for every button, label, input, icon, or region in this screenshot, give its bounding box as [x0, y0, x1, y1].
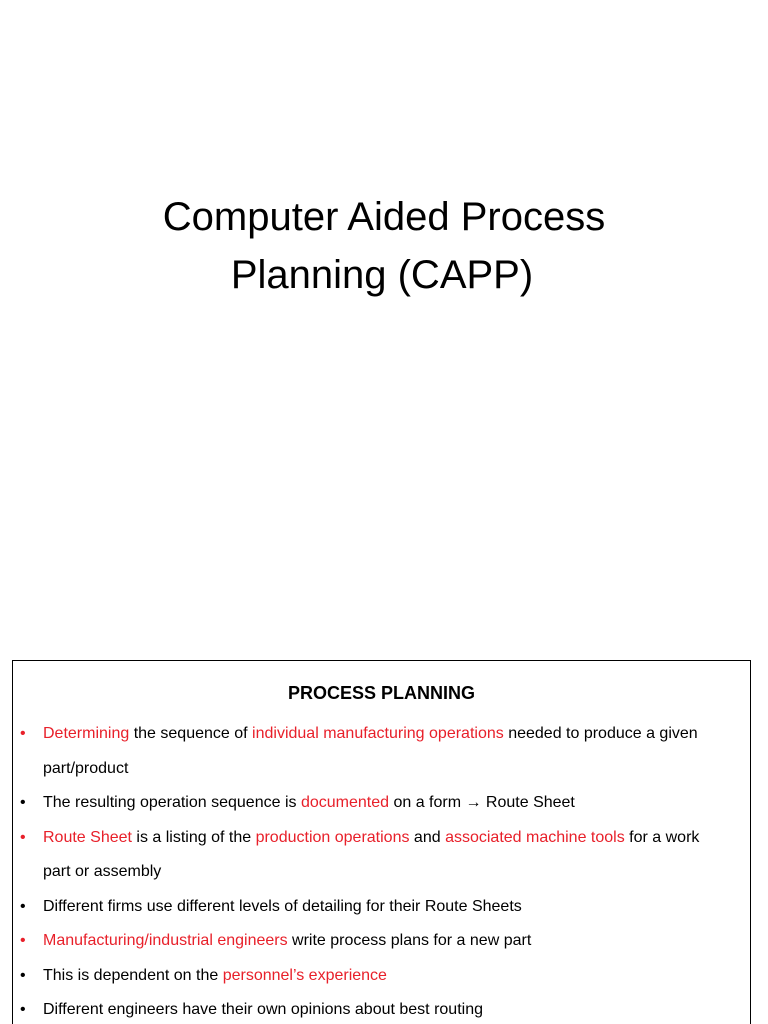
box-heading: PROCESS PLANNING: [287, 683, 476, 703]
bullet-item: [13, 959, 750, 994]
highlighted-text: documented: [300, 794, 389, 811]
bullet-text: and: [409, 828, 446, 846]
highlighted-text: Manufacturing/industrial engineers: [43, 932, 288, 949]
bullet-item: [13, 890, 750, 925]
bullet-text: on a form → Route Sheet: [389, 794, 575, 811]
bullet-dot-icon: •: [20, 828, 26, 846]
bullet-text: the sequence of: [129, 725, 253, 742]
slide-title: [0, 188, 768, 304]
bullet-text: The resulting operation sequence is: [43, 794, 301, 811]
highlighted-text: Determining: [43, 725, 130, 742]
highlighted-text: Route Sheet: [43, 828, 132, 846]
highlighted-text: personnel’s experience: [222, 966, 387, 984]
bullet-dot-icon: •: [20, 897, 26, 915]
bullet-item: [13, 993, 750, 1024]
bullet-dot-icon: •: [20, 932, 26, 949]
bullet-item: [13, 924, 750, 959]
highlighted-text: individual manufacturing operations: [252, 725, 504, 742]
bullet-text: write process plans for a new part: [287, 932, 532, 949]
bullet-text: Different engineers have their own opinions about best routing: [43, 1001, 483, 1018]
slide-title-line-2: Planning (CAPP): [230, 253, 534, 297]
bullet-text: needed to produce a given part/product: [43, 725, 698, 777]
bullet-item: [13, 786, 750, 821]
slide-title-line-1: Computer Aided Process: [162, 195, 606, 239]
highlighted-text: associated machine tools: [445, 828, 625, 846]
bullet-item: [13, 821, 750, 890]
bullet-dot-icon: •: [20, 794, 26, 811]
bullet-text: is a listing of the: [131, 828, 256, 846]
bullet-list: [13, 717, 750, 1024]
bullet-text: for a work part or assembly: [43, 828, 700, 880]
bullet-dot-icon: •: [20, 966, 26, 984]
bullet-dot-icon: •: [20, 1001, 26, 1018]
bullet-text: This is dependent on the: [43, 966, 223, 984]
bullet-item: [13, 717, 750, 786]
bullet-text: Different firms use different levels of detailing for their Route Sheets: [43, 897, 522, 915]
bullet-dot-icon: •: [20, 725, 26, 742]
highlighted-text: production operations: [255, 828, 410, 846]
process-planning-box: [12, 660, 751, 1024]
